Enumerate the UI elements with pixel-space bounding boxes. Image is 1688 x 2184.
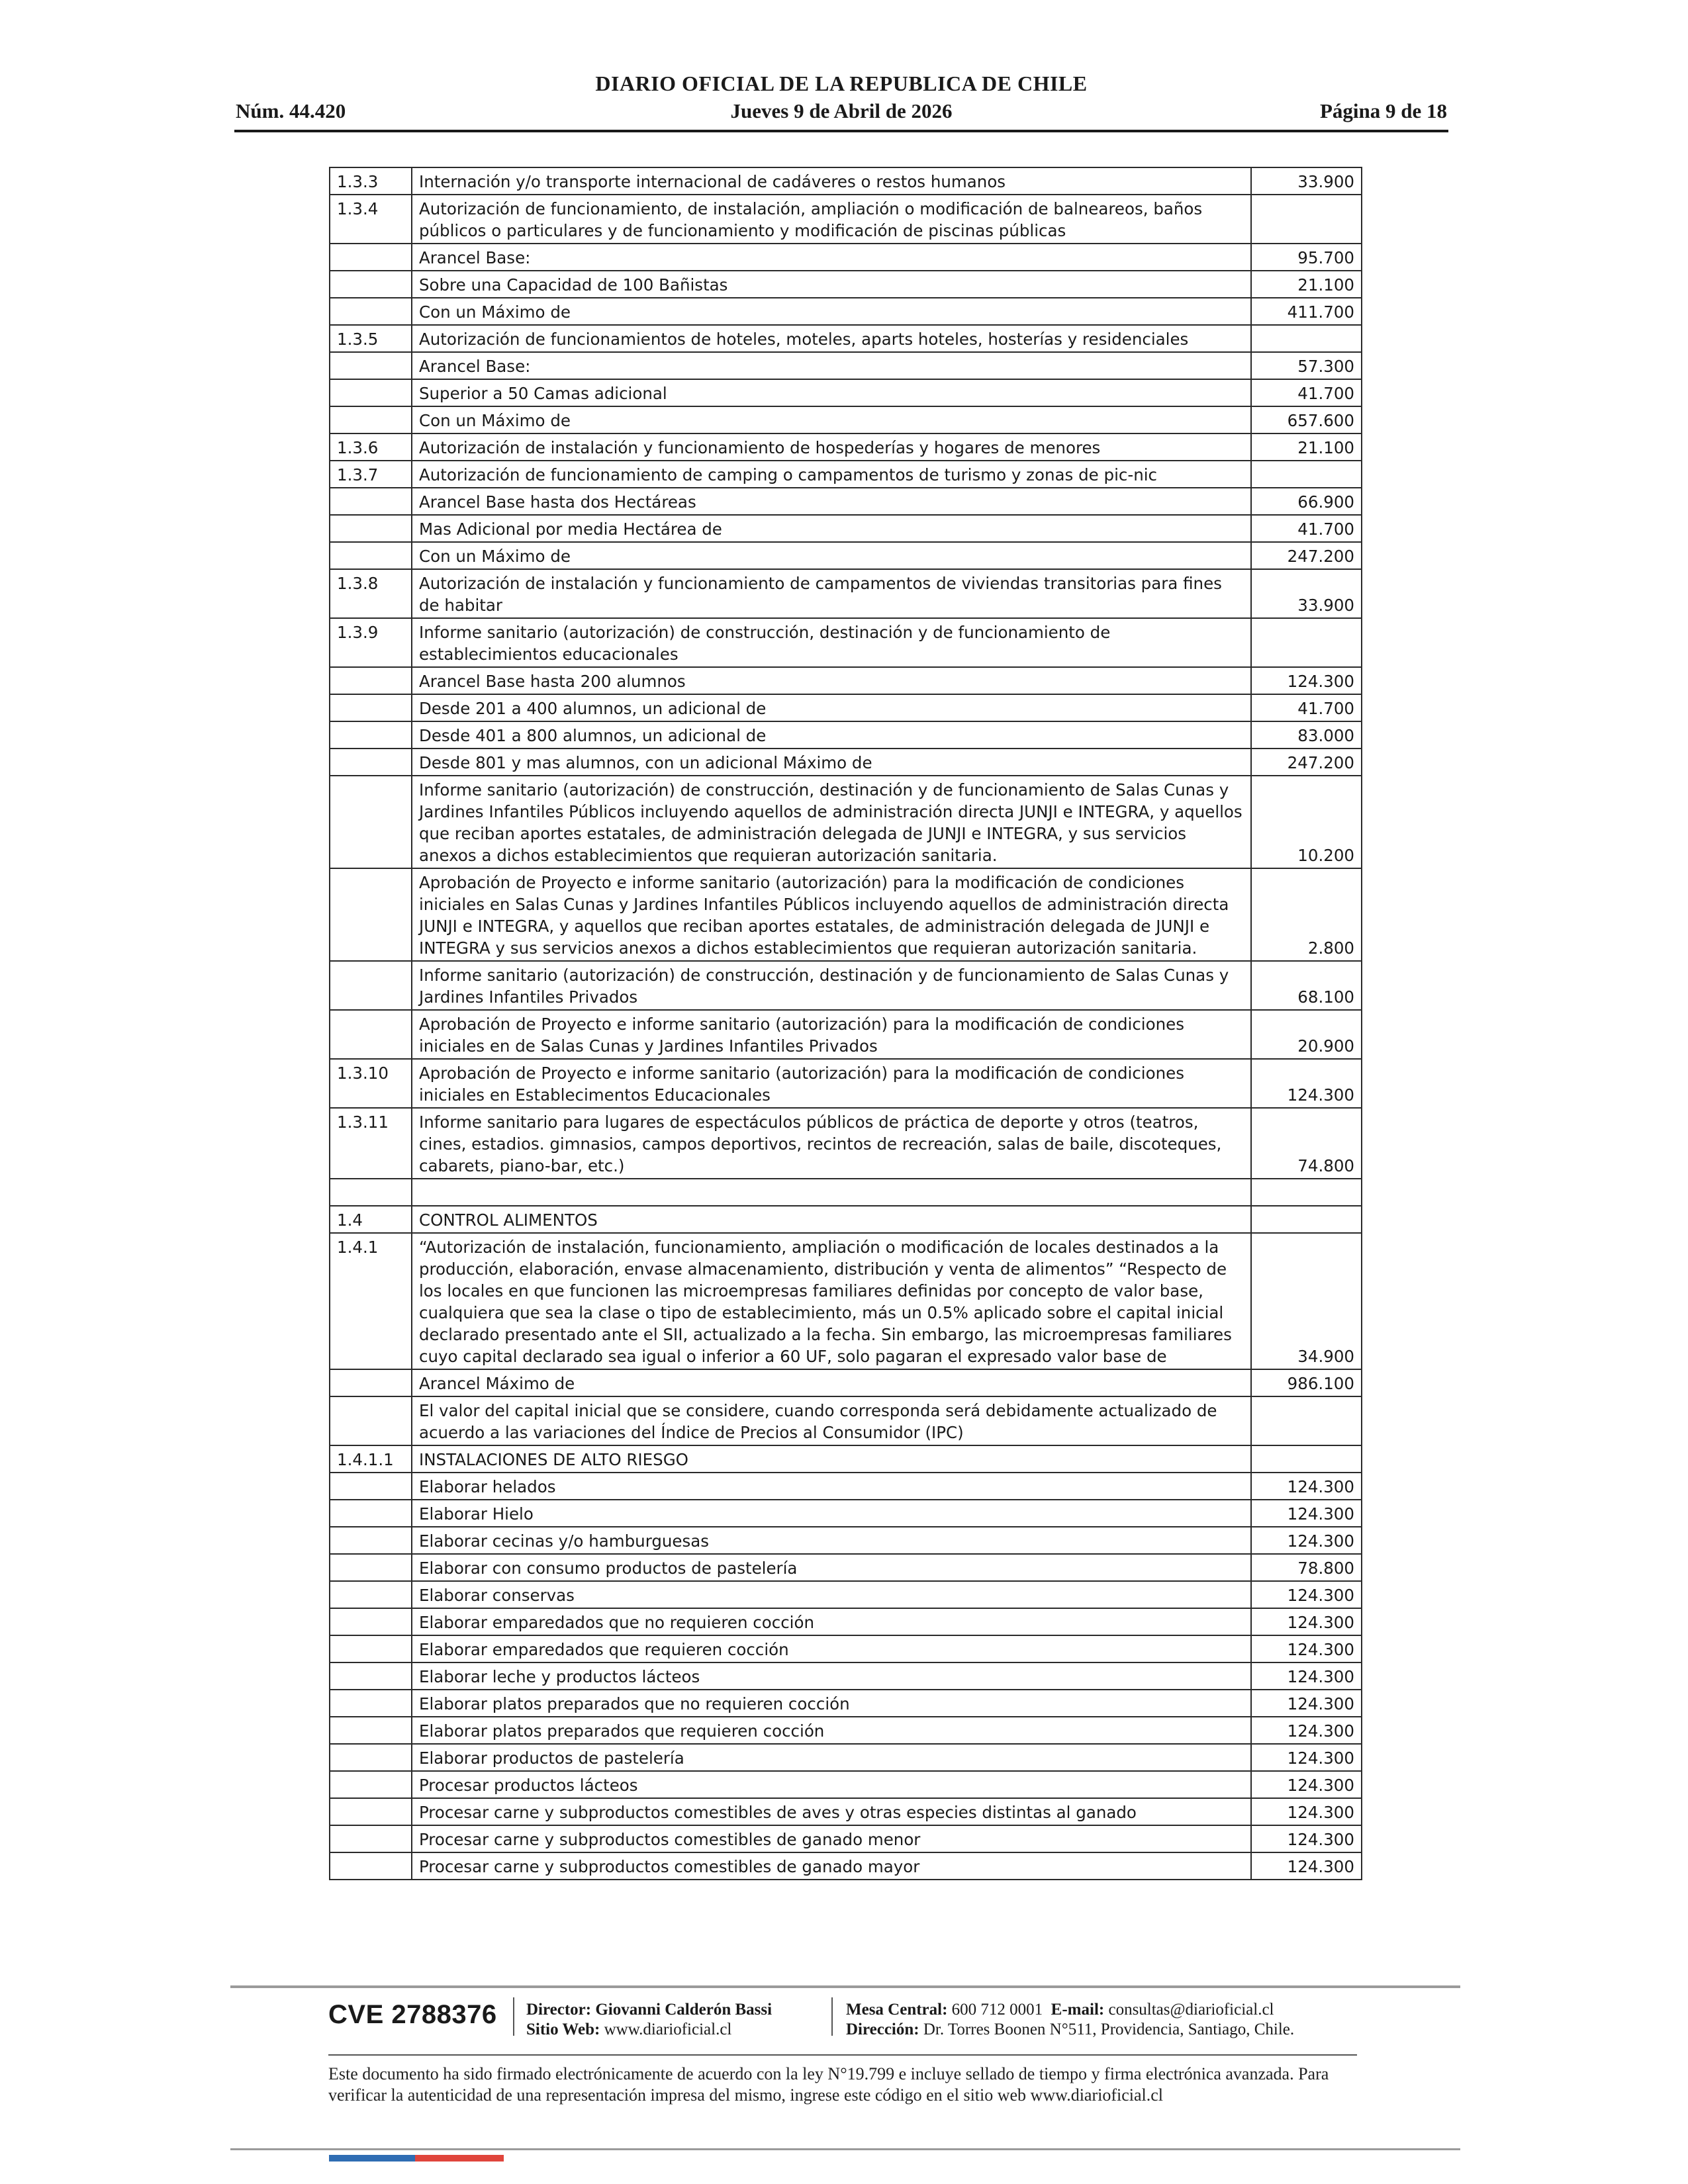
tariff-description-cell: Arancel Base: [412, 244, 1251, 271]
director-label: Director: [526, 2001, 592, 2019]
tariff-code-cell [330, 1662, 412, 1690]
tariff-code-cell: 1.3.4 [330, 195, 412, 244]
table-row [330, 542, 1362, 569]
tariff-code-cell [330, 1608, 412, 1635]
tariff-code-cell [330, 1744, 412, 1771]
tariff-code-cell [330, 1581, 412, 1608]
header-rule [234, 130, 1448, 132]
tariff-description-cell: Aprobación de Proyecto e informe sanitario (autorización) para la modificación de condiciones iniciales en Salas Cunas y Jardines Infantiles Públicos incluyendo aquellos de administración directa JUNJI e INTEGRA, y aquellos que reciban aportes estatales, de administración delegada de JUNJI e INTEGRA y sus servicios anexos a dichos establecimientos que requieran autorización sanitaria. [412, 868, 1251, 961]
tariff-amount-cell: 66.900 [1251, 488, 1362, 515]
tariff-code-cell [330, 271, 412, 298]
tariff-amount-cell: 124.300 [1251, 667, 1362, 694]
tariff-amount-cell: 124.300 [1251, 1473, 1362, 1500]
email-label: E-mail: [1051, 2001, 1105, 2019]
tariff-code-cell: 1.3.9 [330, 618, 412, 667]
flag-stripe-red [415, 2155, 504, 2161]
tariff-description-cell: Procesar productos lácteos [412, 1771, 1251, 1798]
tariff-amount-cell: 95.700 [1251, 244, 1362, 271]
tariff-amount-cell: 33.900 [1251, 167, 1362, 195]
tariff-code-cell [330, 488, 412, 515]
table-row [330, 406, 1362, 433]
tariff-code-cell: 1.3.11 [330, 1108, 412, 1179]
table-row [330, 433, 1362, 461]
tariff-amount-cell: 20.900 [1251, 1010, 1362, 1059]
tariff-description-cell: Elaborar platos preparados que no requieren cocción [412, 1690, 1251, 1717]
tariff-code-cell [330, 244, 412, 271]
tariff-code-cell [330, 868, 412, 961]
tariff-amount-cell: 124.300 [1251, 1662, 1362, 1690]
table-row [330, 749, 1362, 776]
tariff-description-cell: Mas Adicional por media Hectárea de [412, 515, 1251, 542]
tariff-description-cell: Informe sanitario (autorización) de construcción, destinación y de funcionamiento de Salas Cunas y Jardines Infantiles Privados [412, 961, 1251, 1010]
tariff-amount-cell [1251, 1179, 1362, 1206]
tariff-description-cell: Autorización de funcionamientos de hoteles, moteles, aparts hoteles, hosterías y residenciales [412, 325, 1251, 352]
table-row [330, 298, 1362, 325]
tariff-description-cell: Procesar carne y subproductos comestibles de aves y otras especies distintas al ganado [412, 1798, 1251, 1825]
table-row [330, 1662, 1362, 1690]
tariff-description-cell: Desde 801 y mas alumnos, con un adicional Máximo de [412, 749, 1251, 776]
table-row [330, 1690, 1362, 1717]
table-row [330, 1825, 1362, 1852]
tariff-amount-cell: 124.300 [1251, 1744, 1362, 1771]
footer-separator [831, 1997, 833, 2036]
tariff-code-cell [330, 298, 412, 325]
tariff-code-cell: 1.4 [330, 1206, 412, 1233]
tariff-description-cell: Arancel Base hasta dos Hectáreas [412, 488, 1251, 515]
tariff-amount-cell: 124.300 [1251, 1771, 1362, 1798]
footer-separator [513, 1997, 514, 2036]
tariff-amount-cell: 124.300 [1251, 1852, 1362, 1880]
tariff-amount-cell: 2.800 [1251, 868, 1362, 961]
tariff-description-cell: Elaborar Hielo [412, 1500, 1251, 1527]
tariff-description-cell: Autorización de instalación y funcionamiento de campamentos de viviendas transitorias para fines de habitar [412, 569, 1251, 618]
director-name: Giovanni Calderón Bassi [595, 2001, 773, 2019]
web-link[interactable]: www.diarioficial.cl [604, 2021, 732, 2038]
table-row [330, 1717, 1362, 1744]
table-row [330, 1473, 1362, 1500]
table-row [330, 1554, 1362, 1581]
tariff-amount-cell: 21.100 [1251, 433, 1362, 461]
tariff-amount-cell: 41.700 [1251, 515, 1362, 542]
table-row [330, 1771, 1362, 1798]
table-row [330, 325, 1362, 352]
tariff-description-cell: Elaborar productos de pastelería [412, 1744, 1251, 1771]
table-row [330, 352, 1362, 379]
tariff-description-cell: Arancel Base hasta 200 alumnos [412, 667, 1251, 694]
tariff-code-cell [330, 542, 412, 569]
table-row [330, 1500, 1362, 1527]
tariff-code-cell: 1.3.7 [330, 461, 412, 488]
tariff-description-cell: Elaborar leche y productos lácteos [412, 1662, 1251, 1690]
tariff-amount-cell: 34.900 [1251, 1233, 1362, 1369]
table-row [330, 515, 1362, 542]
table-row [330, 488, 1362, 515]
address-text: Dr. Torres Boonen N°511, Providencia, Santiago, Chile. [923, 2021, 1295, 2038]
tariff-amount-cell [1251, 195, 1362, 244]
tariff-description-cell: Elaborar helados [412, 1473, 1251, 1500]
table-row [330, 1108, 1362, 1179]
tariff-amount-cell: 68.100 [1251, 961, 1362, 1010]
table-row [330, 1233, 1362, 1369]
tariff-code-cell [330, 961, 412, 1010]
tariff-code-cell [330, 1527, 412, 1554]
table-row [330, 461, 1362, 488]
table-row [330, 1059, 1362, 1108]
tariff-code-cell [330, 352, 412, 379]
tariff-amount-cell: 411.700 [1251, 298, 1362, 325]
tariff-amount-cell: 124.300 [1251, 1635, 1362, 1662]
page-number: Página 9 de 18 [1319, 99, 1447, 122]
tariff-amount-cell: 74.800 [1251, 1108, 1362, 1179]
tariff-table-body [330, 167, 1362, 1880]
table-row [330, 1744, 1362, 1771]
tariff-code-cell [330, 1690, 412, 1717]
table-row [330, 195, 1362, 244]
signature-notice: Este documento ha sido firmado electrónicamente de acuerdo con la ley N°19.799 e incluye sellado de tiempo y firma electrónica avanzada. Para verificar la autenticidad de una representación impresa del mismo, ingrese este código en el sitio web www.diarioficial.cl [328, 2064, 1329, 2105]
table-row [330, 1369, 1362, 1396]
tariff-description-cell: Superior a 50 Camas adicional [412, 379, 1251, 406]
table-row [330, 1581, 1362, 1608]
tariff-description-cell: Aprobación de Proyecto e informe sanitario (autorización) para la modificación de condiciones iniciales en de Salas Cunas y Jardines Infantiles Privados [412, 1010, 1251, 1059]
tariff-description-cell: CONTROL ALIMENTOS [412, 1206, 1251, 1233]
footer-director-block [526, 2000, 772, 2040]
footer-rule-bottom [230, 2148, 1460, 2150]
tariff-description-cell: Autorización de funcionamiento, de instalación, ampliación o modificación de balneareos, baños públicos o particulares y de funcionamiento y modificación de piscinas públicas [412, 195, 1251, 244]
tariff-description-cell [412, 1179, 1251, 1206]
tariff-description-cell: Desde 201 a 400 alumnos, un adicional de [412, 694, 1251, 721]
tariff-amount-cell: 986.100 [1251, 1369, 1362, 1396]
web-label: Sitio Web: [526, 2021, 600, 2038]
tariff-code-cell [330, 1635, 412, 1662]
tariff-code-cell [330, 667, 412, 694]
tariff-code-cell [330, 694, 412, 721]
tariff-amount-cell: 21.100 [1251, 271, 1362, 298]
tariff-description-cell: Elaborar con consumo productos de pastelería [412, 1554, 1251, 1581]
table-row [330, 1445, 1362, 1473]
table-row [330, 167, 1362, 195]
tariff-amount-cell: 657.600 [1251, 406, 1362, 433]
tariff-code-cell: 1.3.8 [330, 569, 412, 618]
tariff-code-cell [330, 406, 412, 433]
tariff-amount-cell [1251, 325, 1362, 352]
tariff-code-cell [330, 1179, 412, 1206]
tariff-description-cell: Procesar carne y subproductos comestibles de ganado mayor [412, 1852, 1251, 1880]
tariff-code-cell [330, 1500, 412, 1527]
table-row [330, 776, 1362, 868]
phone-label: Mesa Central: [846, 2001, 948, 2019]
footer-contact-block [846, 2000, 1294, 2040]
tariff-amount-cell: 78.800 [1251, 1554, 1362, 1581]
tariff-description-cell: Desde 401 a 800 alumnos, un adicional de [412, 721, 1251, 749]
tariff-description-cell: Informe sanitario (autorización) de construcción, destinación y de funcionamiento de Salas Cunas y Jardines Infantiles Públicos incluyendo aquellos de administración directa JUNJI e INTEGRA, y aquellos que reciban aportes estatales, de administración delegada de JUNJI e INTEGRA, y sus servicios anexos a dichos establecimientos que requieran autorización sanitaria. [412, 776, 1251, 868]
tariff-code-cell [330, 1369, 412, 1396]
tariff-code-cell: 1.4.1 [330, 1233, 412, 1369]
tariff-amount-cell [1251, 461, 1362, 488]
tariff-amount-cell: 124.300 [1251, 1825, 1362, 1852]
tariff-description-cell: Internación y/o transporte internacional de cadáveres o restos humanos [412, 167, 1251, 195]
tariff-description-cell: Elaborar conservas [412, 1581, 1251, 1608]
tariff-amount-cell: 33.900 [1251, 569, 1362, 618]
tariff-amount-cell [1251, 1396, 1362, 1445]
tariff-amount-cell: 124.300 [1251, 1717, 1362, 1744]
tariff-description-cell: Elaborar platos preparados que requieren cocción [412, 1717, 1251, 1744]
tariff-code-cell [330, 379, 412, 406]
tariff-amount-cell: 83.000 [1251, 721, 1362, 749]
table-row [330, 379, 1362, 406]
tariff-amount-cell: 10.200 [1251, 776, 1362, 868]
table-row [330, 868, 1362, 961]
tariff-description-cell: Autorización de instalación y funcionamiento de hospederías y hogares de menores [412, 433, 1251, 461]
table-row [330, 1396, 1362, 1445]
tariff-code-cell [330, 1010, 412, 1059]
tariff-code-cell [330, 776, 412, 868]
tariff-description-cell: Arancel Base: [412, 352, 1251, 379]
tariff-code-cell [330, 1473, 412, 1500]
tariff-code-cell [330, 1717, 412, 1744]
tariff-code-cell [330, 721, 412, 749]
tariff-description-cell: Informe sanitario (autorización) de construcción, destinación y de funcionamiento de establecimientos educacionales [412, 618, 1251, 667]
tariff-code-cell: 1.3.5 [330, 325, 412, 352]
tariff-code-cell: 1.3.6 [330, 433, 412, 461]
phone-number: 600 712 0001 [951, 2001, 1043, 2019]
tariff-amount-cell [1251, 1206, 1362, 1233]
tariff-amount-cell [1251, 1445, 1362, 1473]
tariff-amount-cell: 124.300 [1251, 1690, 1362, 1717]
tariff-amount-cell: 41.700 [1251, 379, 1362, 406]
table-row [330, 271, 1362, 298]
table-row [330, 1206, 1362, 1233]
table-row [330, 721, 1362, 749]
tariff-description-cell: “Autorización de instalación, funcionamiento, ampliación o modificación de locales destinados a la producción, elaboración, envase almacenamiento, distribución y venta de alimentos” “Respecto de los locales en que funcionen las microempresas familiares definidas por concepto de valor base, cualquiera que sea la clase o tipo de establecimiento, más un 0.5% aplicado sobre el capital inicial declarado presentado ante el SII, actualizado a la fecha. Sin embargo, las microempresas familiares cuyo capital declarado sea igual o inferior a 60 UF, solo pagaran el expresado valor base de [412, 1233, 1251, 1369]
tariff-description-cell: Elaborar emparedados que requieren cocción [412, 1635, 1251, 1662]
table-row [330, 1527, 1362, 1554]
tariff-code-cell: 1.3.10 [330, 1059, 412, 1108]
tariff-code-cell [330, 1554, 412, 1581]
tariff-amount-cell: 124.300 [1251, 1608, 1362, 1635]
tariff-amount-cell: 57.300 [1251, 352, 1362, 379]
tariff-description-cell: Elaborar cecinas y/o hamburguesas [412, 1527, 1251, 1554]
tariff-description-cell: Con un Máximo de [412, 298, 1251, 325]
tariff-code-cell [330, 749, 412, 776]
tariff-description-cell: Autorización de funcionamiento de camping o campamentos de turismo y zonas de pic-nic [412, 461, 1251, 488]
tariff-description-cell: El valor del capital inicial que se considere, cuando corresponda será debidamente actualizado de acuerdo a las variaciones del Índice de Precios al Consumidor (IPC) [412, 1396, 1251, 1445]
address-label: Dirección: [846, 2021, 919, 2038]
tariff-code-cell: 1.3.3 [330, 167, 412, 195]
tariff-amount-cell: 124.300 [1251, 1500, 1362, 1527]
tariff-description-cell: Sobre una Capacidad de 100 Bañistas [412, 271, 1251, 298]
tariff-amount-cell: 124.300 [1251, 1527, 1362, 1554]
tariff-amount-cell: 124.300 [1251, 1059, 1362, 1108]
tariff-description-cell: Elaborar emparedados que no requieren cocción [412, 1608, 1251, 1635]
tariff-code-cell [330, 515, 412, 542]
table-row [330, 961, 1362, 1010]
tariff-description-cell: Procesar carne y subproductos comestibles de ganado menor [412, 1825, 1251, 1852]
tariff-amount-cell: 247.200 [1251, 749, 1362, 776]
table-row [330, 1852, 1362, 1880]
cve-code: CVE 2788376 [328, 2000, 497, 2029]
flag-stripe-blue [329, 2155, 415, 2161]
tariff-amount-cell [1251, 618, 1362, 667]
tariff-table [329, 167, 1362, 1880]
tariff-code-cell [330, 1771, 412, 1798]
tariff-amount-cell: 247.200 [1251, 542, 1362, 569]
table-row [330, 244, 1362, 271]
table-row [330, 1798, 1362, 1825]
table-row [330, 1010, 1362, 1059]
footer-rule-top [230, 1985, 1460, 1988]
footer-rule-middle [328, 2054, 1357, 2056]
tariff-amount-cell: 124.300 [1251, 1798, 1362, 1825]
tariff-description-cell: Arancel Máximo de [412, 1369, 1251, 1396]
tariff-amount-cell: 41.700 [1251, 694, 1362, 721]
tariff-code-cell [330, 1825, 412, 1852]
table-row [330, 694, 1362, 721]
tariff-description-cell: INSTALACIONES DE ALTO RIESGO [412, 1445, 1251, 1473]
table-row [330, 1179, 1362, 1206]
table-row [330, 1608, 1362, 1635]
publication-title: DIARIO OFICIAL DE LA REPUBLICA DE CHILE [595, 71, 1088, 95]
masthead [234, 69, 1448, 132]
issue-date: Jueves 9 de Abril de 2026 [730, 99, 953, 122]
email-link[interactable]: consultas@diarioficial.cl [1108, 2001, 1274, 2019]
table-row [330, 1635, 1362, 1662]
tariff-description-cell: Informe sanitario para lugares de espectáculos públicos de práctica de deporte y otros (teatros, cines, estadios. gimnasios, campos deportivos, recintos de recreación, salas de baile, discoteques, cabarets, piano-bar, etc.) [412, 1108, 1251, 1179]
tariff-code-cell: 1.4.1.1 [330, 1445, 412, 1473]
tariff-description-cell: Con un Máximo de [412, 542, 1251, 569]
table-row [330, 569, 1362, 618]
tariff-code-cell [330, 1852, 412, 1880]
tariff-code-cell [330, 1396, 412, 1445]
tariff-code-cell [330, 1798, 412, 1825]
table-row [330, 667, 1362, 694]
tariff-description-cell: Aprobación de Proyecto e informe sanitario (autorización) para la modificación de condiciones iniciales en Establecimentos Educacionales [412, 1059, 1251, 1108]
tariff-amount-cell: 124.300 [1251, 1581, 1362, 1608]
tariff-description-cell: Con un Máximo de [412, 406, 1251, 433]
table-row [330, 618, 1362, 667]
issue-number: Núm. 44.420 [236, 99, 346, 122]
